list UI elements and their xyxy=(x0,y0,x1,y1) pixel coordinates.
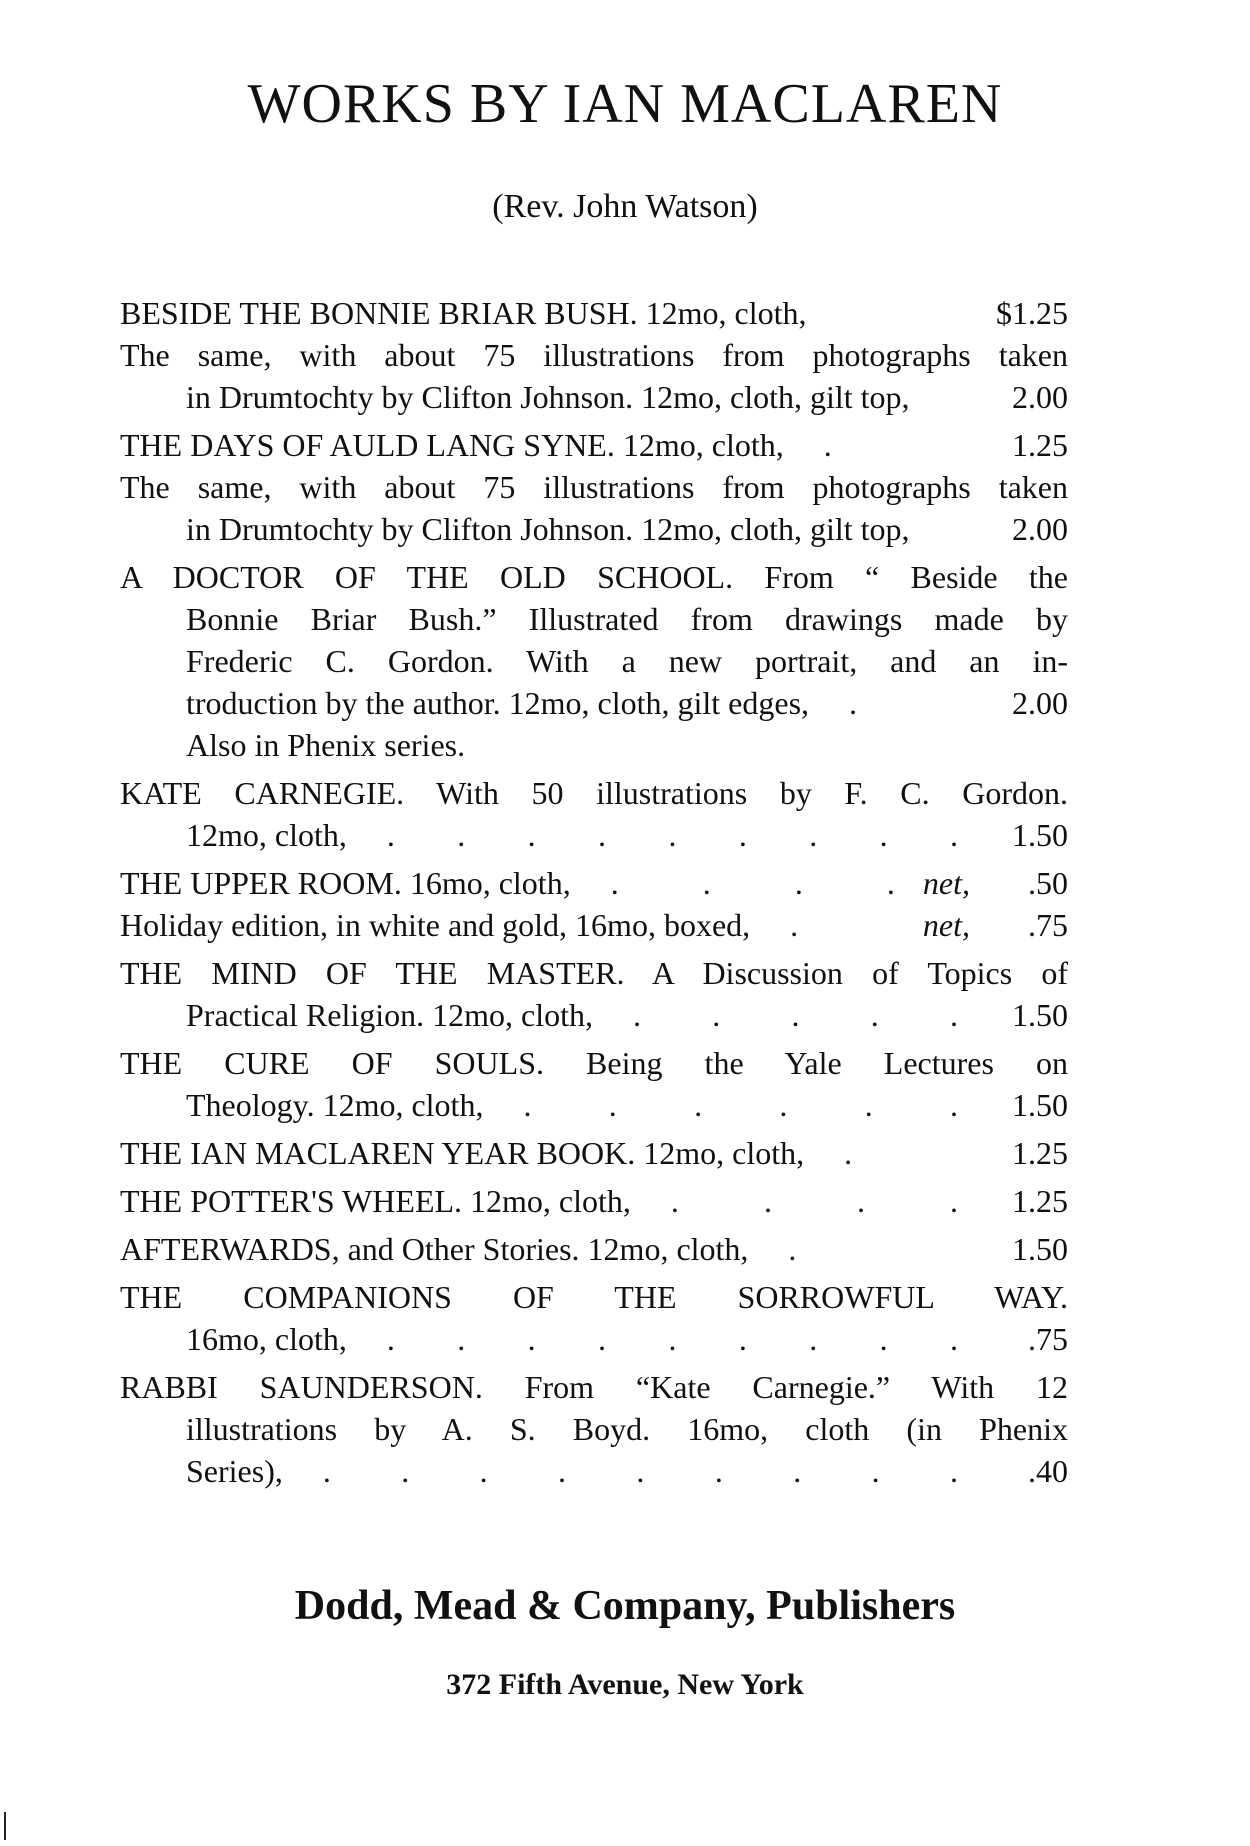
net-label: net, xyxy=(922,907,970,943)
entry-text: Holiday edition, in white and gold, 16mo, boxed, xyxy=(120,907,751,943)
book-entry xyxy=(120,952,1068,1036)
page-subtitle: (Rev. John Watson) xyxy=(492,188,758,225)
leader-dots: . xyxy=(844,1135,853,1171)
entry-line xyxy=(120,334,1068,376)
entry-line xyxy=(120,904,1068,946)
entry-text: in Drumtochty by Clifton Johnson. 12mo, cloth, gilt top, xyxy=(186,379,910,415)
leader-dots: . . . . . . . . . xyxy=(386,817,958,853)
entry-text: Theology. 12mo, cloth, xyxy=(186,1087,484,1123)
book-entry xyxy=(120,1228,1068,1270)
entry-line xyxy=(120,1318,1068,1360)
entry-text: Also in Phenix series. xyxy=(186,727,466,763)
entry-line xyxy=(120,1276,1068,1318)
entry-line xyxy=(120,772,1068,814)
entry-line xyxy=(120,952,1068,994)
entry-price: $1.25 xyxy=(996,295,1068,331)
book-entry xyxy=(120,1132,1068,1174)
leader-dots: . xyxy=(823,427,832,463)
entry-text: troduction by the author. 12mo, cloth, gilt edges, xyxy=(186,685,810,721)
entry-line xyxy=(120,640,1068,682)
leader-dots: . . . . . . . . . xyxy=(386,1321,958,1357)
leader-dots: . . . . . . . . . xyxy=(322,1453,958,1489)
entry-text: Frederic C. Gordon. With a new portrait, and an in- xyxy=(186,643,1068,679)
entry-price: 2.00 xyxy=(1012,685,1068,721)
entry-price: 1.50 xyxy=(1012,817,1068,853)
entry-line xyxy=(120,814,1068,856)
entry-price: 1.25 xyxy=(1012,1135,1068,1171)
entry-price: 2.00 xyxy=(1012,511,1068,547)
entry-text: The same, with about 75 illustrations from photographs taken xyxy=(120,337,1068,373)
entry-line xyxy=(120,1366,1068,1408)
entry-text: 12mo, cloth, xyxy=(186,817,347,853)
entry-line xyxy=(120,292,1068,334)
book-entry xyxy=(120,862,1068,946)
entry-line xyxy=(120,1042,1068,1084)
leader-dots: . . . . xyxy=(610,865,895,901)
entry-line xyxy=(120,508,1068,550)
publisher-address: 372 Fifth Avenue, New York xyxy=(446,1668,804,1701)
entry-text: THE DAYS OF AULD LANG SYNE. 12mo, cloth, xyxy=(120,427,784,463)
entry-line xyxy=(120,556,1068,598)
entry-text: THE MIND OF THE MASTER. A Discussion of Topics of xyxy=(120,955,1068,991)
entry-text: Practical Religion. 12mo, cloth, xyxy=(186,997,594,1033)
entry-line xyxy=(120,424,1068,466)
leader-dots: . . . . . xyxy=(633,997,958,1033)
book-entry xyxy=(120,292,1068,418)
net-label: net, xyxy=(922,865,970,901)
entry-line xyxy=(120,1450,1068,1492)
entry-line xyxy=(120,994,1068,1036)
book-entry xyxy=(120,1276,1068,1360)
entry-text: in Drumtochty by Clifton Johnson. 12mo, cloth, gilt top, xyxy=(186,511,910,547)
entry-price: 1.50 xyxy=(1012,1087,1068,1123)
leader-dots: . xyxy=(788,1231,797,1267)
entry-text: AFTERWARDS, and Other Stories. 12mo, cloth, xyxy=(120,1231,749,1267)
entry-text: A DOCTOR OF THE OLD SCHOOL. From “ Beside the xyxy=(120,559,1068,595)
entry-price: 1.25 xyxy=(1012,1183,1068,1219)
leader-dots: . xyxy=(849,685,858,721)
page-title: WORKS BY IAN MACLAREN xyxy=(247,73,1003,135)
book-entry xyxy=(120,556,1068,766)
entry-line xyxy=(120,1408,1068,1450)
book-entry xyxy=(120,772,1068,856)
publisher-name: Dodd, Mead & Company, Publishers xyxy=(294,1583,956,1629)
entry-price: .40 xyxy=(1028,1453,1068,1489)
entry-text: THE POTTER'S WHEEL. 12mo, cloth, xyxy=(120,1183,631,1219)
entry-text: THE COMPANIONS OF THE SORROWFUL WAY. xyxy=(120,1279,1068,1315)
entry-price: 1.50 xyxy=(1012,1231,1068,1267)
book-entry xyxy=(120,1366,1068,1492)
entry-price: .50 xyxy=(1028,865,1068,901)
entry-price: 1.50 xyxy=(1012,997,1068,1033)
book-entry xyxy=(120,1180,1068,1222)
entry-price: .75 xyxy=(1028,907,1068,943)
leader-dots: . xyxy=(790,907,799,943)
entry-text: RABBI SAUNDERSON. From “Kate Carnegie.” With 12 xyxy=(120,1369,1068,1405)
entry-price: 2.00 xyxy=(1012,379,1068,415)
entry-line xyxy=(120,682,1068,724)
entry-line xyxy=(120,1228,1068,1270)
entry-line xyxy=(120,724,1068,766)
book-entry xyxy=(120,1042,1068,1126)
entry-text: KATE CARNEGIE. With 50 illustrations by F. C. Gordon. xyxy=(120,775,1068,811)
entry-line xyxy=(120,1180,1068,1222)
entry-text: Series), xyxy=(186,1453,283,1489)
entry-text: Bonnie Briar Bush.” Illustrated from drawings made by xyxy=(186,601,1068,637)
entry-line xyxy=(120,598,1068,640)
entry-line xyxy=(120,862,1068,904)
book-list xyxy=(120,292,1068,1498)
leader-dots: . . . . xyxy=(670,1183,958,1219)
entry-text: THE CURE OF SOULS. Being the Yale Lectures on xyxy=(120,1045,1068,1081)
entry-text: BESIDE THE BONNIE BRIAR BUSH. 12mo, cloth, xyxy=(120,295,807,331)
entry-text: illustrations by A. S. Boyd. 16mo, cloth (in Phenix xyxy=(186,1411,1068,1447)
book-entry xyxy=(120,424,1068,550)
entry-line xyxy=(120,376,1068,418)
entry-text: 16mo, cloth, xyxy=(186,1321,347,1357)
entry-line xyxy=(120,466,1068,508)
leader-dots: . . . . . . xyxy=(523,1087,958,1123)
entry-line xyxy=(120,1132,1068,1174)
entry-text: THE IAN MACLAREN YEAR BOOK. 12mo, cloth, xyxy=(120,1135,805,1171)
entry-line xyxy=(120,1084,1068,1126)
entry-price: .75 xyxy=(1028,1321,1068,1357)
entry-text: The same, with about 75 illustrations from photographs taken xyxy=(120,469,1068,505)
entry-price: 1.25 xyxy=(1012,427,1068,463)
page-edge-mark xyxy=(4,1812,6,1840)
entry-text: THE UPPER ROOM. 16mo, cloth, xyxy=(120,865,571,901)
